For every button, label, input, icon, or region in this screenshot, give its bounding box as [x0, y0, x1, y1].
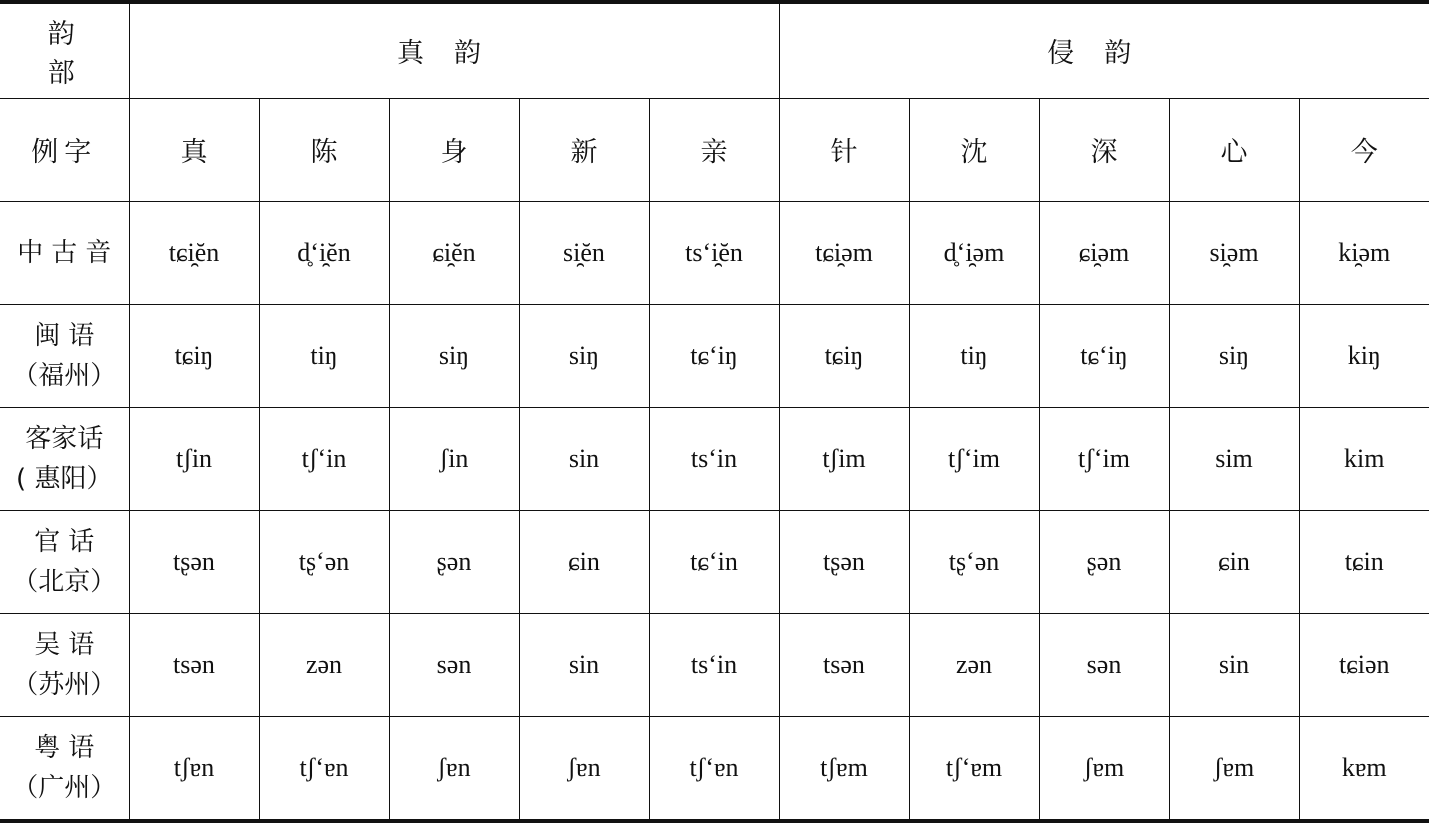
- zhen-rhyme-header: 真韵: [129, 2, 779, 98]
- example-char: 真: [129, 98, 259, 201]
- ipa-cell: tʂʻən: [259, 510, 389, 613]
- ipa-cell: ʃɐn: [519, 716, 649, 821]
- row-label-line1: 中古音: [17, 237, 120, 268]
- ipa-cell: sin: [1169, 613, 1299, 716]
- ipa-cell: tʃʻɐn: [259, 716, 389, 821]
- ipa-cell: tɕiən: [1299, 613, 1429, 716]
- table-row: [0, 201, 1429, 304]
- ipa-cell: ʃin: [389, 407, 519, 510]
- ipa-cell: ʃɐm: [1039, 716, 1169, 821]
- row-label: [0, 201, 129, 304]
- row-label: [0, 510, 129, 613]
- row-label: [0, 304, 129, 407]
- ipa-cell: si̯əm: [1169, 201, 1299, 304]
- ipa-cell: tɕiŋ: [779, 304, 909, 407]
- ipa-cell: tɕi̯əm: [779, 201, 909, 304]
- ipa-cell: tʃʻim: [909, 407, 1039, 510]
- ipa-cell: tʃʻɐn: [649, 716, 779, 821]
- ipa-cell: ɕi̯ĕn: [389, 201, 519, 304]
- example-chars-row: [0, 98, 1429, 201]
- ipa-cell: kɐm: [1299, 716, 1429, 821]
- table-row: [0, 407, 1429, 510]
- ipa-cell: tɕin: [1299, 510, 1429, 613]
- ipa-cell: ɕin: [519, 510, 649, 613]
- ipa-cell: tʃɐn: [129, 716, 259, 821]
- row-label-line2: （北京）: [12, 566, 117, 597]
- ipa-cell: tɕʻiŋ: [1039, 304, 1169, 407]
- ipa-cell: tʂən: [129, 510, 259, 613]
- example-char: 新: [519, 98, 649, 201]
- example-char: 深: [1039, 98, 1169, 201]
- row-label-line1: 客家话: [25, 423, 104, 454]
- row-label-line2: ( 惠阳）: [16, 463, 113, 494]
- ipa-cell: ɕin: [1169, 510, 1299, 613]
- ipa-cell: si̯ĕn: [519, 201, 649, 304]
- ipa-cell: siŋ: [389, 304, 519, 407]
- row-label-line2: （苏州）: [12, 669, 117, 700]
- ipa-cell: ʃɐm: [1169, 716, 1299, 821]
- ipa-cell: tiŋ: [259, 304, 389, 407]
- example-char: 心: [1169, 98, 1299, 201]
- ipa-cell: tʃʻɐm: [909, 716, 1039, 821]
- ipa-cell: sin: [519, 407, 649, 510]
- row-label: [0, 716, 129, 821]
- ipa-cell: tsʻi̯ĕn: [649, 201, 779, 304]
- ipa-cell: sən: [1039, 613, 1169, 716]
- ipa-cell: d̥ʻi̯ĕn: [259, 201, 389, 304]
- ipa-cell: siŋ: [1169, 304, 1299, 407]
- ipa-cell: ki̯əm: [1299, 201, 1429, 304]
- row-label-line1: 官话: [34, 526, 103, 557]
- ipa-cell: d̥ʻi̯əm: [909, 201, 1039, 304]
- ipa-cell: tʃim: [779, 407, 909, 510]
- row-label-line2: （广州）: [12, 772, 117, 803]
- row-label-line2: （福州）: [12, 360, 117, 391]
- ipa-cell: tʃʻim: [1039, 407, 1169, 510]
- table-row: [0, 304, 1429, 407]
- ipa-cell: tʃʻin: [259, 407, 389, 510]
- example-char: 亲: [649, 98, 779, 201]
- ipa-cell: tʂʻən: [909, 510, 1039, 613]
- row-label: [0, 407, 129, 510]
- ipa-cell: tsən: [129, 613, 259, 716]
- ipa-cell: zən: [259, 613, 389, 716]
- example-char: 针: [779, 98, 909, 201]
- ipa-cell: sim: [1169, 407, 1299, 510]
- row-label-line1: 吴语: [34, 629, 103, 660]
- example-chars-label: 例字: [0, 98, 129, 201]
- row-label: [0, 613, 129, 716]
- ipa-cell: tʃin: [129, 407, 259, 510]
- example-char: 今: [1299, 98, 1429, 201]
- ipa-cell: sin: [519, 613, 649, 716]
- ipa-cell: kiŋ: [1299, 304, 1429, 407]
- ipa-cell: tʂən: [779, 510, 909, 613]
- ipa-cell: tiŋ: [909, 304, 1039, 407]
- ipa-cell: kim: [1299, 407, 1429, 510]
- example-char: 陈: [259, 98, 389, 201]
- ipa-cell: sən: [389, 613, 519, 716]
- ipa-cell: zən: [909, 613, 1039, 716]
- ipa-cell: ɕi̯əm: [1039, 201, 1169, 304]
- ipa-cell: tɕiŋ: [129, 304, 259, 407]
- ipa-cell: ʂən: [1039, 510, 1169, 613]
- header-row: [0, 2, 1429, 98]
- ipa-cell: tsʻin: [649, 407, 779, 510]
- ipa-cell: ʂən: [389, 510, 519, 613]
- ipa-cell: tʃɐm: [779, 716, 909, 821]
- ipa-cell: ʃɐn: [389, 716, 519, 821]
- example-char: 沈: [909, 98, 1039, 201]
- table-row: [0, 716, 1429, 821]
- qin-rhyme-header: 侵韵: [779, 2, 1429, 98]
- ipa-cell: tsən: [779, 613, 909, 716]
- example-char: 身: [389, 98, 519, 201]
- ipa-cell: tɕi̯ĕn: [129, 201, 259, 304]
- ipa-cell: siŋ: [519, 304, 649, 407]
- table-row: [0, 510, 1429, 613]
- ipa-cell: tɕʻin: [649, 510, 779, 613]
- ipa-cell: tɕʻiŋ: [649, 304, 779, 407]
- rhyme-group-label: 韵部: [0, 2, 129, 98]
- row-label-line1: 闽语: [34, 320, 103, 351]
- row-label-line1: 粤语: [34, 732, 103, 763]
- table-row: [0, 613, 1429, 716]
- ipa-cell: tsʻin: [649, 613, 779, 716]
